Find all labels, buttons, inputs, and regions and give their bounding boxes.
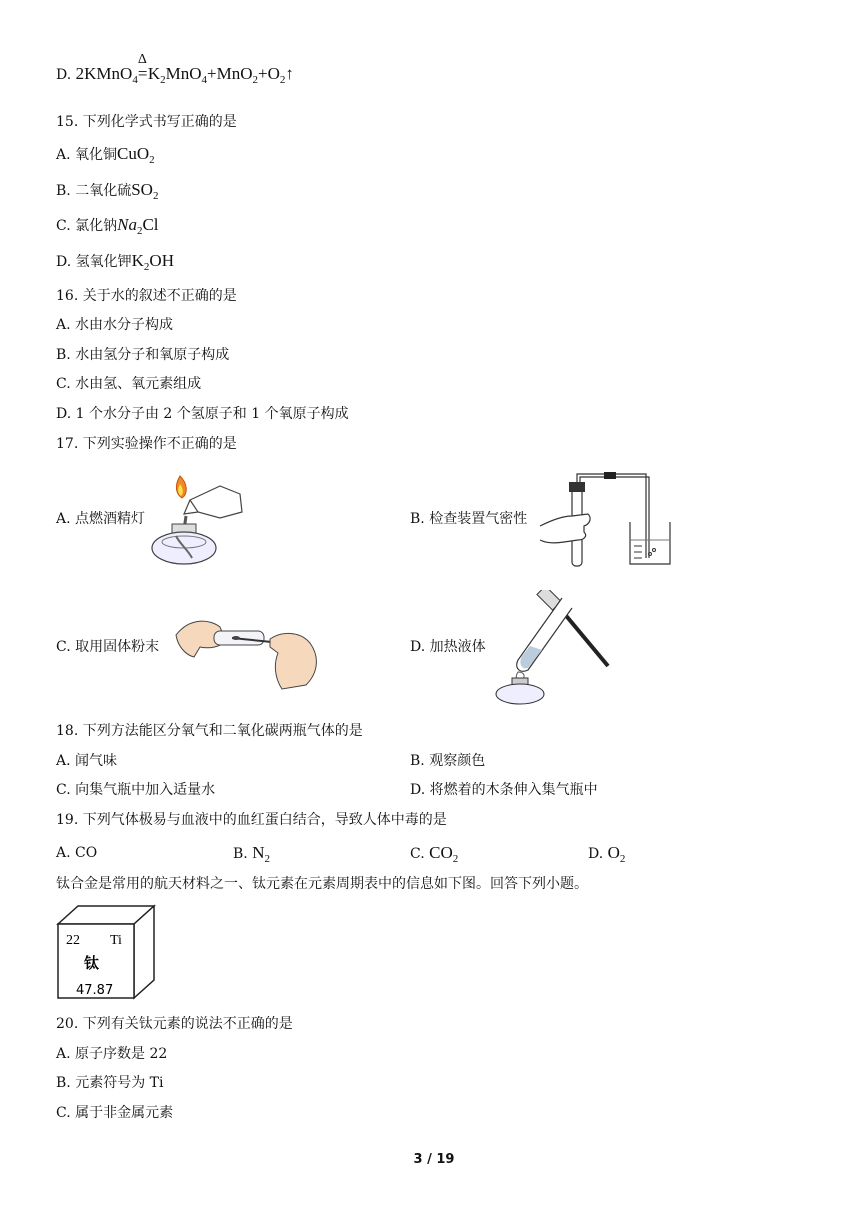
q16-stem: 16. 关于水的叙述不正确的是	[56, 288, 237, 304]
alcohol-lamp-lighting-figure	[150, 472, 250, 570]
q15-option-d: D. 氢氧化钾$K_2OH$	[56, 251, 174, 273]
q19-option-d: D. $O_2$	[588, 843, 626, 865]
page-number: 3 / 19	[413, 1152, 455, 1167]
q17-option-d: D. 加热液体	[410, 639, 486, 655]
q20-option-a: A. 原子序数是 22	[56, 1046, 168, 1062]
atomic-number: 22	[66, 933, 80, 948]
q20-option-c: C. 属于非金属元素	[56, 1105, 174, 1121]
solid-powder-figure	[170, 607, 330, 693]
q19-option-b: B. $N_2$	[233, 843, 270, 865]
element-symbol: Ti	[110, 933, 122, 948]
titanium-element-cell	[56, 902, 160, 1002]
element-name: 钛	[84, 954, 100, 972]
q16-option-d: D. 1 个水分子由 2 个氢原子和 1 个氧原子构成	[56, 406, 349, 422]
q16-option-b: B. 水由氢分子和氧原子构成	[56, 347, 230, 363]
q19-option-a: A. CO	[56, 845, 98, 861]
atomic-mass: 47.87	[76, 983, 114, 998]
q16-option-c: C. 水由氢、氧元素组成	[56, 376, 202, 392]
q17-option-c: C. 取用固体粉末	[56, 639, 160, 655]
q17-option-b: B. 检查装置气密性	[410, 511, 528, 527]
q18-stem: 18. 下列方法能区分氧气和二氧化碳两瓶气体的是	[56, 723, 363, 739]
q15-stem: 15. 下列化学式书写正确的是	[56, 114, 237, 130]
titanium-intro: 钛合金是常用的航天材料之一、钛元素在元素周期表中的信息如下图。回答下列小题。	[56, 876, 588, 892]
q15-option-a: A. 氧化铜CuO$_2$	[56, 144, 155, 166]
q20-stem: 20. 下列有关钛元素的说法不正确的是	[56, 1016, 293, 1032]
q18-option-a: A. 闻气味	[56, 753, 118, 769]
q17-stem: 17. 下列实验操作不正确的是	[56, 436, 237, 452]
heating-liquid-figure	[490, 590, 614, 706]
q20-option-b: B. 元素符号为 Ti	[56, 1075, 164, 1091]
q15-option-c: C. 氯化钠$Na_2Cl$	[56, 215, 159, 237]
equation: 2KMnO$_4$ Δ $=K_2MnO_4+MnO_2+O_2↑$	[75, 52, 294, 86]
q16-option-a: A. 水由水分子构成	[56, 317, 174, 333]
q14-option-d: D. 2KMnO$_4$ Δ $=K_2MnO_4+MnO_2+O_2↑$	[56, 52, 294, 86]
airtightness-check-figure	[538, 470, 674, 570]
q19-option-c: C. $CO_2$	[410, 843, 459, 865]
q19-stem: 19. 下列气体极易与血液中的血红蛋白结合，导致人体中毒的是	[56, 812, 447, 828]
q17-option-a: A. 点燃酒精灯	[56, 511, 146, 527]
q18-option-b: B. 观察颜色	[410, 753, 486, 769]
q18-option-d: D. 将燃着的木条伸入集气瓶中	[410, 782, 598, 798]
q15-option-b: B. 二氧化硫$SO_2$	[56, 180, 159, 202]
q18-option-c: C. 向集气瓶中加入适量水	[56, 782, 216, 798]
